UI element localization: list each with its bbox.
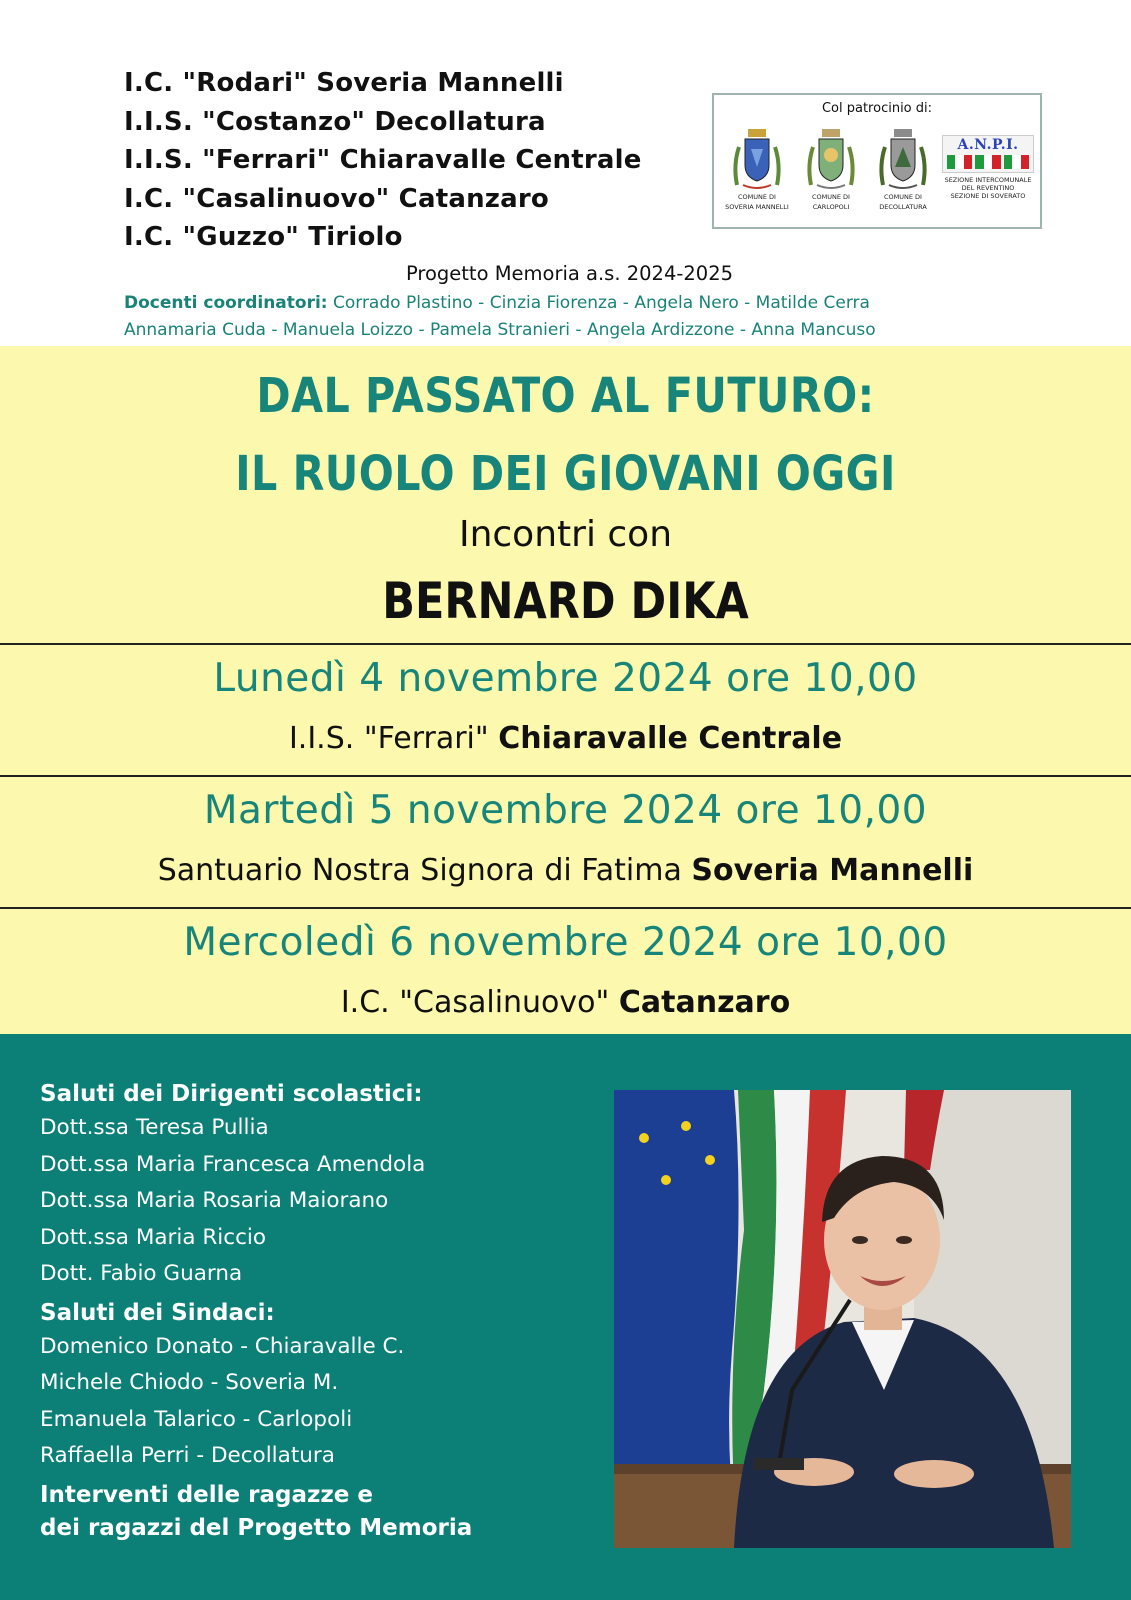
logo-caption: CARLOPOLI: [812, 203, 850, 211]
logo-caption: SOVERIA MANNELLI: [725, 203, 789, 211]
principal-name: Dott. Fabio Guarna: [40, 1261, 243, 1286]
mayor-name: Michele Chiodo - Soveria M.: [40, 1370, 339, 1395]
event-venue: [0, 721, 1131, 756]
school-name: I.I.S. "Costanzo" Decollatura: [124, 106, 546, 137]
logo-caption: COMUNE DI: [738, 193, 776, 201]
mayors-heading: Saluti dei Sindaci:: [40, 1299, 275, 1326]
event-date: Mercoledì 6 novembre 2024 ore 10,00: [183, 920, 948, 965]
guest-photo: [614, 1090, 1071, 1548]
coordinators-label: Docenti coordinatori:: [124, 293, 328, 313]
event-venue: [0, 853, 1131, 888]
subtitle: Incontri con: [458, 514, 673, 555]
patronage-box: [712, 93, 1042, 229]
patron-logo-anpi: [940, 135, 1036, 200]
organizing-schools-list: [124, 64, 642, 257]
mayor-name: Raffaella Perri - Decollatura: [40, 1443, 335, 1468]
mayor-name: Domenico Donato - Chiaravalle C.: [40, 1333, 405, 1359]
crest-icon: [803, 125, 859, 191]
coordinators-names: Corrado Plastino - Cinzia Fiorenza - Angela Nero - Matilde Cerra: [327, 293, 870, 313]
main-title-line-2: IL RUOLO DEI GIOVANI OGGI: [235, 446, 896, 502]
venue-place: Catanzaro: [618, 985, 791, 1020]
anpi-logo-text: A.N.P.I.: [957, 137, 1019, 153]
school-name: I.C. "Guzzo" Tiriolo: [124, 222, 403, 252]
coordinators: [124, 290, 1024, 344]
venue-name: Santuario Nostra Signora di Fatima: [157, 853, 692, 888]
event-venue: [0, 985, 1131, 1020]
divider: [0, 775, 1131, 777]
closing-line: dei ragazzi del Progetto Memoria: [40, 1514, 473, 1541]
principal-name: Dott.ssa Maria Riccio: [40, 1224, 267, 1250]
logo-caption: DEL REVENTINO: [961, 184, 1015, 192]
principals-heading: Saluti dei Dirigenti scolastici:: [40, 1081, 423, 1107]
logo-caption: SEZIONE DI SOVERATO: [950, 192, 1026, 200]
mayor-name: Emanuela Talarico - Carlopoli: [40, 1406, 353, 1432]
logo-caption: COMUNE DI: [812, 193, 850, 201]
guest-name: BERNARD DIKA: [382, 572, 749, 630]
venue-name: I.I.S. "Ferrari": [288, 721, 499, 756]
venue-place: Chiaravalle Centrale: [498, 721, 843, 756]
crest-icon: [875, 125, 931, 191]
venue-place: Soveria Mannelli: [691, 853, 974, 888]
logo-caption: COMUNE DI: [884, 193, 922, 201]
patronage-title: Col patrocinio di:: [821, 101, 933, 116]
main-title-line-1: DAL PASSATO AL FUTURO:: [256, 368, 875, 424]
divider: [0, 643, 1131, 645]
patron-logo-decollatura: [868, 125, 938, 211]
venue-name: I.C. "Casalinuovo": [340, 985, 619, 1020]
logo-caption: DECOLLATURA: [879, 203, 927, 211]
school-name: I.C. "Rodari" Soveria Mannelli: [124, 68, 564, 98]
logo-caption: SEZIONE INTERCOMUNALE: [944, 176, 1032, 184]
divider: [0, 907, 1131, 909]
project-name: Progetto Memoria a.s. 2024-2025: [405, 262, 734, 285]
greetings-list: [40, 1078, 472, 1545]
principal-name: Dott.ssa Maria Francesca Amendola: [40, 1151, 426, 1177]
principal-name: Dott.ssa Teresa Pullia: [40, 1115, 269, 1140]
patron-logo-soveria-mannelli: [722, 125, 792, 211]
event-date: Martedì 5 novembre 2024 ore 10,00: [203, 788, 928, 833]
patron-logo-carlopoli: [796, 125, 866, 211]
coordinators-names: Annamaria Cuda - Manuela Loizzo - Pamela Stranieri - Angela Ardizzone - Anna Mancuso: [124, 320, 876, 340]
guest-photo-illustration: [614, 1090, 1071, 1548]
crest-icon: [729, 125, 785, 191]
school-name: I.C. "Casalinuovo" Catanzaro: [124, 183, 549, 214]
closing-line: Interventi delle ragazze e: [40, 1481, 373, 1508]
anpi-logo-icon: [942, 135, 1034, 173]
event-date: Lunedì 4 novembre 2024 ore 10,00: [213, 656, 918, 701]
school-name: I.I.S. "Ferrari" Chiaravalle Centrale: [124, 145, 642, 175]
principal-name: Dott.ssa Maria Rosaria Maiorano: [40, 1188, 389, 1213]
